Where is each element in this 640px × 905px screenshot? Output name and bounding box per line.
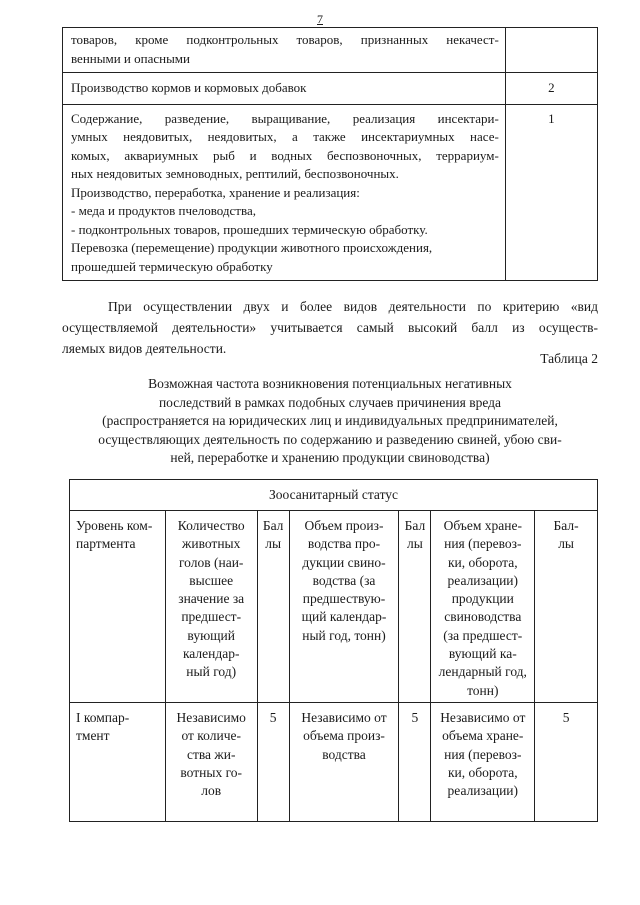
cell-line: Содержание, разведение, выращивание, реализация инсектари-: [71, 110, 499, 126]
cell-line: ный год): [186, 664, 237, 680]
cell-line: лы: [265, 536, 282, 552]
cell-line: Независимо от: [440, 709, 526, 725]
cell-line: предшест-: [181, 609, 242, 625]
table-caption: [62, 375, 598, 468]
cell-line: объема хране-: [442, 728, 524, 744]
cell-line: Перевозка (перемещение) продукции животного происхождения,: [71, 240, 433, 255]
cell-line: ных неядовитых земноводных, рептилий, беспозвоночных.: [71, 166, 399, 181]
cell-line: I компар-: [76, 709, 130, 725]
header-compartment-level: [70, 511, 166, 703]
cell-line: от количе-: [181, 728, 241, 744]
cell-line: лы: [406, 536, 423, 552]
cell-line: товаров, кроме подконтрольных товаров, признанных некачест-: [71, 32, 499, 47]
header-storage-volume: [431, 511, 535, 703]
paragraph-line: ляемых видов деятельности.: [62, 341, 227, 356]
caption-line: ней, переработке и хранению продукции свиноводства): [170, 450, 490, 465]
cell-line: венными и опасными: [71, 50, 190, 66]
table-header-row: [70, 511, 598, 703]
cell-line: тонн): [467, 682, 499, 698]
cell-line: водства (за: [312, 572, 376, 588]
cell-score: [257, 702, 289, 821]
page-number: 7: [317, 12, 323, 26]
header-animal-count: [165, 511, 257, 703]
cell-line: (за предшест-: [443, 627, 523, 643]
cell-line: лендарный год,: [438, 664, 527, 680]
cell-line: - подконтрольных товаров, прошедших термическую обработку.: [71, 221, 428, 237]
caption-line: (распространяется на юридических лиц и индивидуальных предпринимателей,: [102, 413, 558, 428]
cell-line: ки, оборота,: [447, 764, 518, 780]
cell-line: ства жи-: [186, 746, 236, 762]
cell-line: предшествую-: [302, 591, 386, 607]
cell-line: ния (перевоз-: [444, 746, 522, 762]
table-header-group-row: [70, 480, 598, 511]
header-production-volume: [289, 511, 399, 703]
explanatory-paragraph: [62, 296, 598, 359]
header-score: [535, 511, 598, 703]
cell-line: объема произ-: [303, 728, 385, 744]
cell-line: продукции: [451, 591, 514, 607]
header-score: [399, 511, 431, 703]
paragraph-line: При осуществлении двух и более видов деятельности по критерию «вид: [108, 299, 598, 314]
cell-line: водства: [322, 746, 366, 762]
cell-line: водства про-: [307, 536, 381, 552]
score-cell: 2: [505, 73, 597, 105]
cell-line: щий календар-: [301, 609, 387, 625]
zoosanitary-status-table: [69, 479, 598, 822]
cell-line: голов (наи-: [178, 554, 244, 570]
cell-line: Независимо: [176, 709, 246, 725]
cell-line: календар-: [182, 646, 240, 662]
cell-line: тмент: [76, 728, 110, 744]
cell-line: вующий: [187, 627, 235, 643]
cell-score: [535, 702, 598, 821]
cell-line: реализации): [447, 572, 519, 588]
cell-line: умных неядовитых, неядовитых, а также инсектариумных насе-: [71, 129, 499, 144]
cell-line: Объем произ-: [304, 518, 384, 533]
caption-line: последствий в рамках подобных случаев причинения вреда: [158, 394, 502, 410]
table-row: [63, 28, 598, 73]
table-row: [70, 702, 598, 821]
cell-line: Количество: [177, 518, 245, 533]
cell-line: вотных го-: [180, 764, 243, 780]
cell-line: 5: [562, 709, 570, 725]
cell-line: высшее: [189, 572, 234, 588]
cell-line: значение за: [178, 591, 245, 607]
cell-line: - меда и продуктов пчеловодства,: [71, 203, 256, 218]
cell-line: реализации): [447, 783, 519, 799]
activity-cell: [63, 73, 506, 105]
score-cell: [505, 28, 597, 73]
caption-line: осуществляющих деятельность по содержанию и разведению свиней, убою сви-: [98, 431, 562, 447]
cell-line: лы: [558, 536, 574, 552]
table-row: [63, 104, 598, 281]
cell-line: 5: [269, 709, 277, 725]
cell-line: Производство кормов и кормовых добавок: [71, 80, 307, 95]
activity-cell: [63, 104, 506, 281]
activity-cell: [63, 28, 506, 73]
table-row: [63, 73, 598, 105]
cell-line: Объем хране-: [443, 518, 522, 533]
cell-compartment-level: [70, 702, 166, 821]
cell-line: Производство, переработка, хранение и реализация:: [71, 184, 360, 200]
cell-line: Бал-: [553, 518, 579, 533]
cell-line: животных: [182, 536, 241, 552]
cell-line: ки, оборота,: [447, 554, 518, 570]
cell-score: [399, 702, 431, 821]
cell-line: партмента: [76, 536, 136, 552]
cell-line: ный год, тонн): [302, 627, 386, 643]
cell-line: свиноводства: [444, 609, 522, 625]
cell-line: ния (перевоз-: [444, 536, 522, 552]
status-header: Зоосанитарный статус: [70, 480, 598, 511]
cell-line: комых, аквариумных рыб и водных беспозвоночных, террариум-: [71, 147, 499, 163]
caption-line: Возможная частота возникновения потенциальных негативных: [148, 376, 512, 391]
cell-line: дукции свино-: [302, 554, 386, 570]
activity-score-table: [62, 27, 598, 281]
cell-storage-volume: [431, 702, 535, 821]
cell-line: прошедшей термическую обработку: [71, 258, 273, 274]
header-score: [257, 511, 289, 703]
cell-line: Бал: [404, 518, 426, 533]
cell-line: 5: [411, 709, 419, 725]
cell-line: Бал: [262, 518, 284, 533]
cell-line: лов: [201, 783, 222, 799]
cell-line: Независимо от: [301, 709, 387, 725]
cell-line: Уровень ком-: [76, 518, 153, 533]
table-number-label: Таблица 2: [540, 351, 598, 366]
paragraph-line: осуществляемой деятельности» учитывается самый высокий балл из осуществ-: [62, 320, 598, 335]
cell-animal-count: [165, 702, 257, 821]
cell-production-volume: [289, 702, 399, 821]
score-cell: 1: [505, 104, 597, 281]
cell-line: вующий ка-: [448, 646, 517, 662]
